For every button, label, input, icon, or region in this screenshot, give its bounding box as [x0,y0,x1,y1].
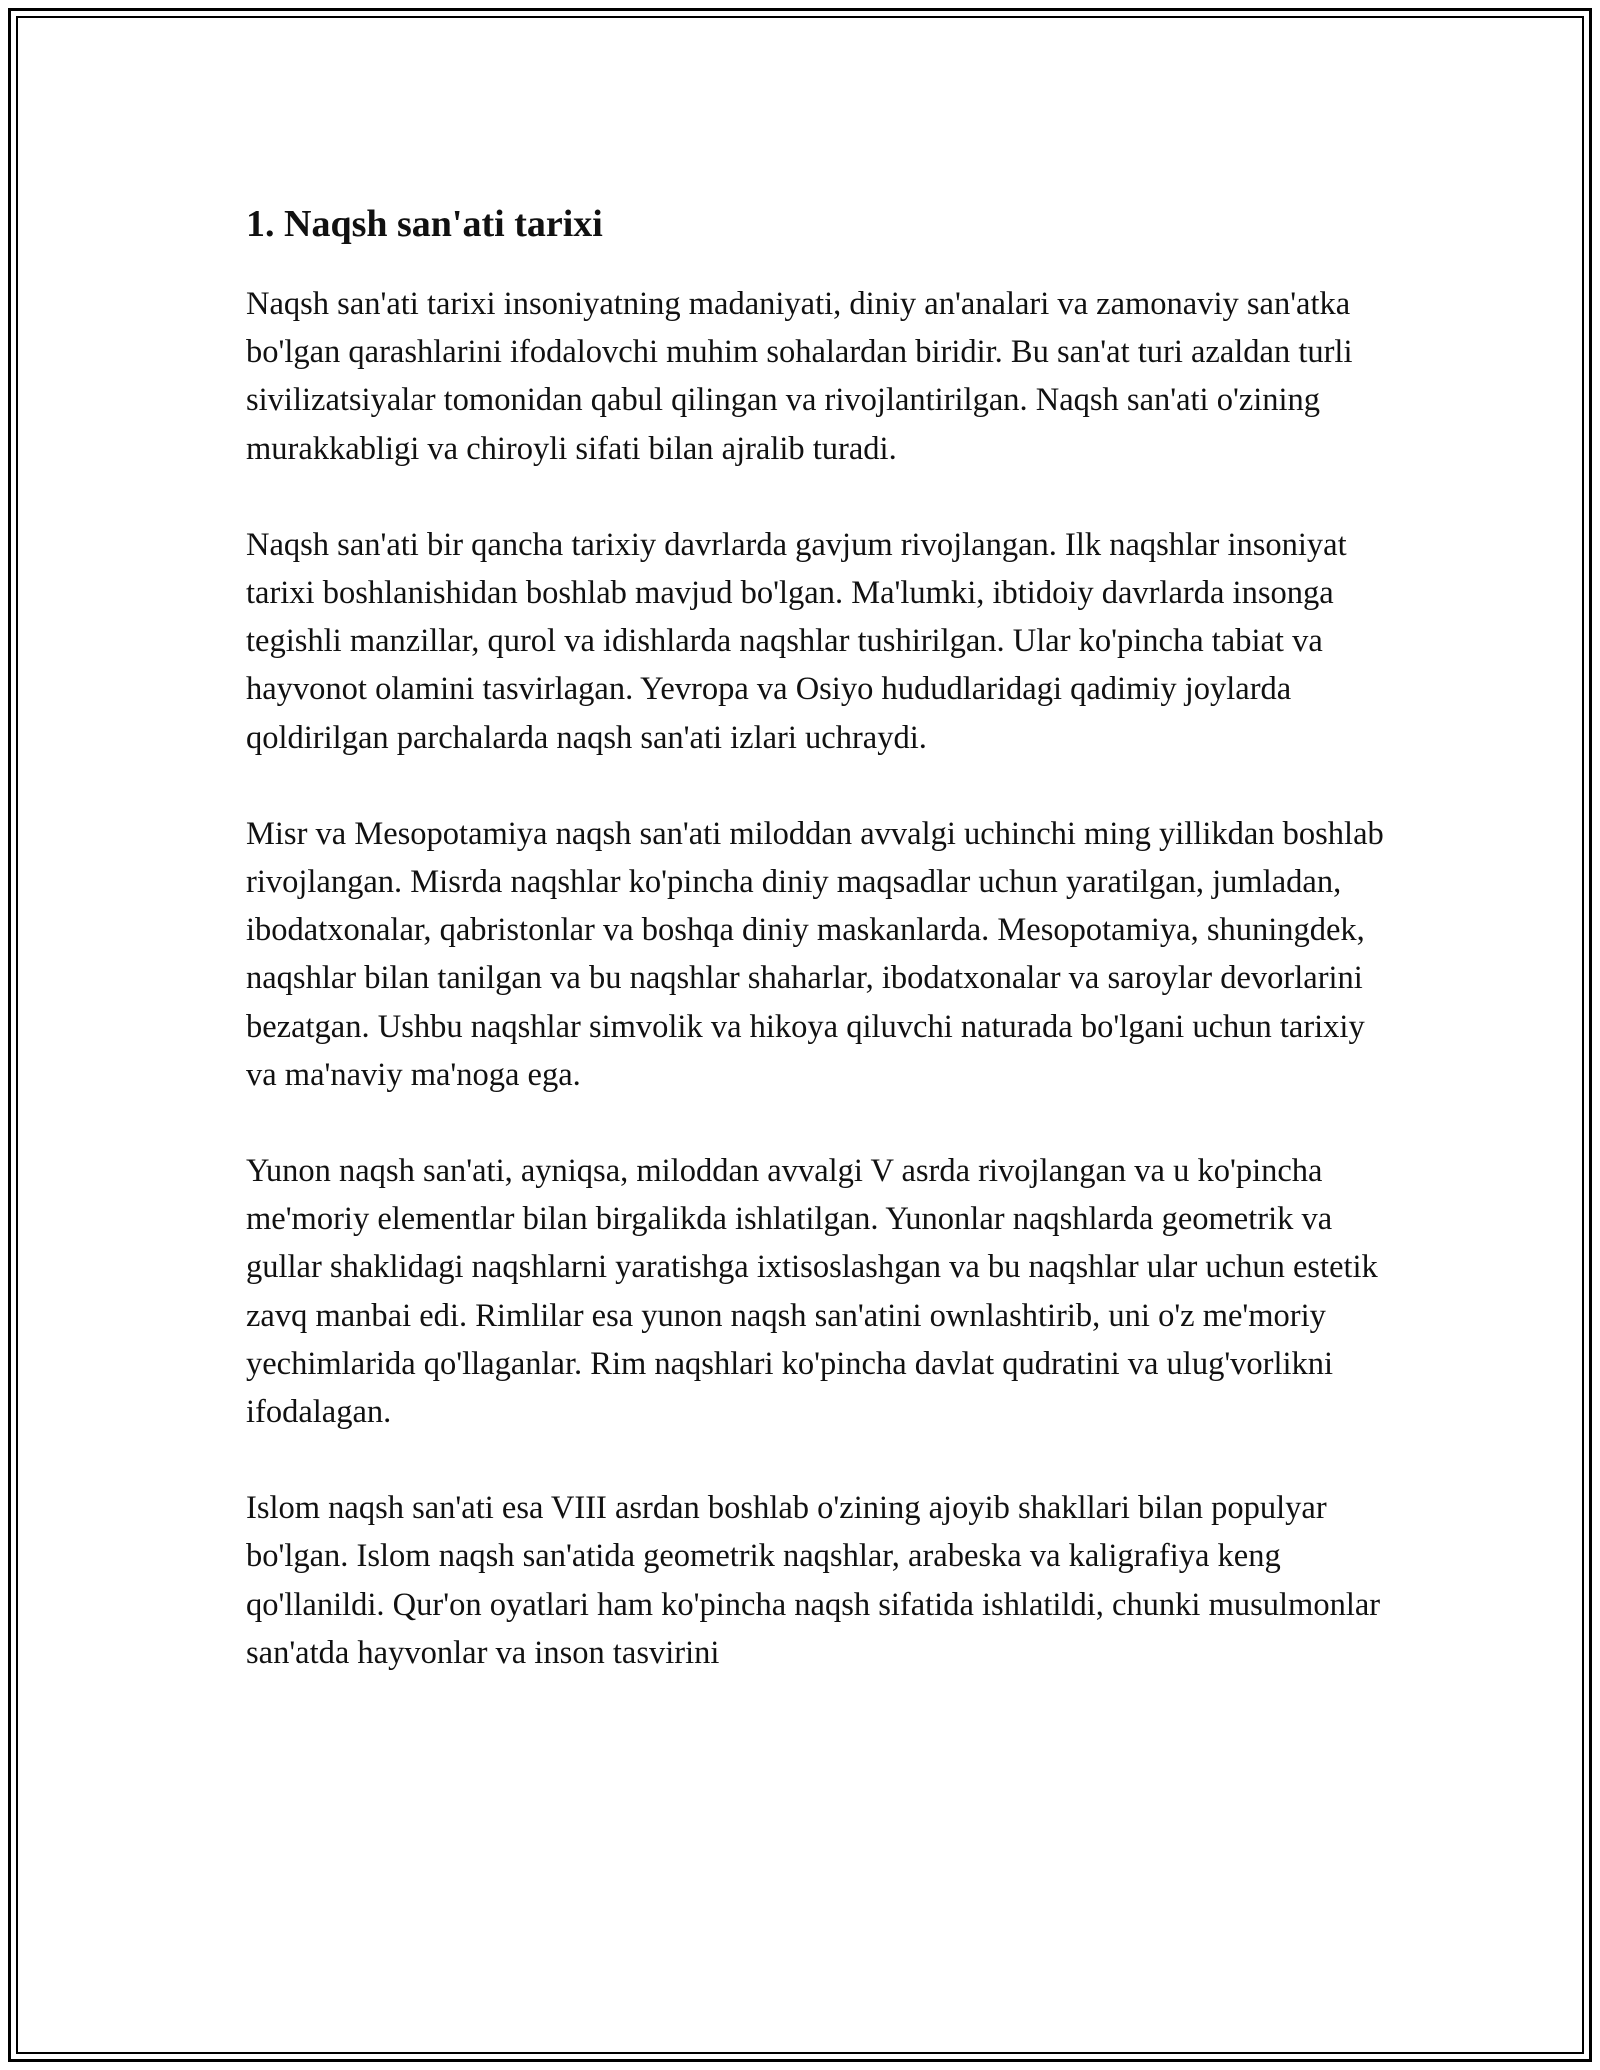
paragraph-1: Naqsh san'ati tarixi insoniyatning madaniyati, diniy an'analari va zamonaviy san'atka bo'lgan qarashlarini ifodalovchi muhim sohalardan biridir. Bu san'at turi azaldan turli sivilizatsiyalar tomonidan qabul qilingan va rivojlantirilgan. Naqsh san'ati o'zining murakkabligi va chiroyli sifati bilan ajralib turadi. [246,286,1353,467]
paragraph-2: Naqsh san'ati bir qancha tarixiy davrlarda gavjum rivojlangan. Ilk naqshlar insoniyat tarixi boshlanishidan boshlab mavjud bo'lgan. Ma'lumki, ibtidoiy davrlarda insonga tegishli manzillar, qurol va idishlarda naqshlar tushirilgan. Ular ko'pincha tabiat va hayvonot olamini tasvirlagan. Yevropa va Osiyo hududlaridagi qadimiy joylarda qoldirilgan parchalarda naqsh san'ati izlari uchraydi. [246,526,1347,756]
paragraph-5: Islom naqsh san'ati esa VIII asrdan boshlab o'zining ajoyib shakllari bilan populyar bo'lgan. Islom naqsh san'atida geometrik naqshlar, arabeska va kaligrafiya keng qo'llanildi. Qur'on oyatlari ham ko'pincha naqsh sifatida ishlatildi, chunki musulmonlar san'atda hayvonlar va inson tasvirini [246,1490,1381,1671]
page-frame [8,8,1592,2062]
paragraph-4: Yunon naqsh san'ati, ayniqsa, miloddan avvalgi V asrda rivojlangan va u ko'pincha me'moriy elementlar bilan birgalikda ishlatilgan. Yunonlar naqshlarda geometrik va gullar shaklidagi naqshlarni yaratishga ixtisoslashgan va bu naqshlar ular uchun estetik zavq manbai edi. Rimlilar esa yunon naqsh san'atini ownlashtirib, uni o'z me'moriy yechimlarida qo'llaganlar. Rim naqshlari ko'pincha davlat qudratini va ulug'vorlikni ifodalagan. [246,1153,1378,1431]
section-heading: 1. Naqsh san'ati tarixi [246,203,603,245]
document-body [246,196,1396,1725]
paragraph-3: Misr va Mesopotamiya naqsh san'ati miloddan avvalgi uchinchi ming yillikdan boshlab rivojlangan. Misrda naqshlar ko'pincha diniy maqsadlar uchun yaratilgan, jumladan, ibodatxonalar, qabristonlar va boshqa diniy maskanlarda. Mesopotamiya, shuningdek, naqshlar bilan tanilgan va bu naqshlar shaharlar, ibodatxonalar va saroylar devorlarini bezatgan. Ushbu naqshlar simvolik va hikoya qiluvchi naturada bo'lgani uchun tarixiy va ma'naviy ma'noga ega. [246,815,1384,1093]
